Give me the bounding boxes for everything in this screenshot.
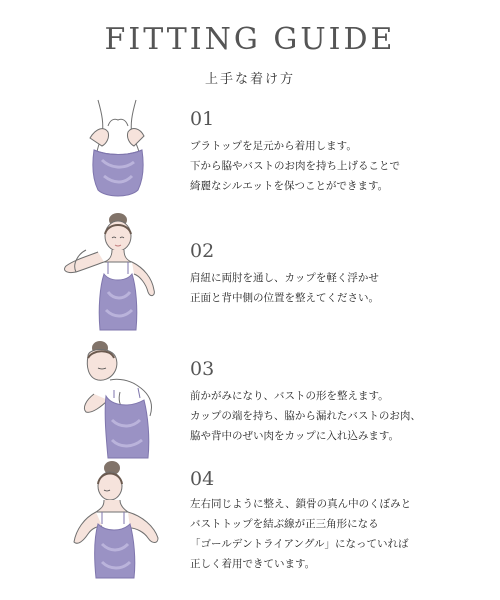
- step-3-line-2: カップの端を持ち、脇から漏れたバストのお肉、: [190, 410, 421, 422]
- step-3-illustration: [58, 340, 178, 460]
- step-3: [0, 340, 500, 460]
- page-subtitle: 上手な着け方: [204, 72, 295, 87]
- step-1-line-3: 綺麗なシルエットを保つことができます。: [190, 180, 389, 192]
- step-3-line-3: 脇や背中のぜい肉をカップに入れ込みます。: [190, 430, 400, 442]
- step-4-line-1: 左右同じように整え、鎖骨の真ん中のくぼみと: [190, 498, 412, 510]
- step-4-line-3: 「ゴールデントライアングル」になっていれば: [190, 538, 409, 550]
- page-title: FITTING GUIDE: [104, 22, 396, 57]
- step-2: [0, 212, 500, 332]
- step-2-line-2: 正面と背中側の位置を整えてください。: [190, 292, 379, 304]
- step-1: [0, 98, 500, 218]
- step-2-illustration: [58, 212, 178, 332]
- step-4-number: 04: [190, 468, 215, 490]
- step-3-number: 03: [190, 358, 215, 380]
- step-2-number: 02: [190, 240, 215, 262]
- step-1-line-2: 下から脇やバストのお肉を持ち上げることで: [190, 160, 400, 172]
- step-2-line-1: 肩紐に両肘を通し、カップを軽く浮かせ: [190, 272, 379, 284]
- step-3-line-1: 前かがみになり、バストの形を整えます。: [190, 390, 389, 402]
- step-4-line-2: バストトップを結ぶ線が正三角形になる: [190, 518, 379, 530]
- step-4-line-4: 正しく着用できています。: [190, 558, 316, 570]
- step-4: [0, 460, 500, 580]
- step-1-illustration: [58, 98, 178, 218]
- step-1-number: 01: [190, 108, 215, 130]
- step-4-illustration: [58, 460, 178, 580]
- step-1-line-1: ブラトップを足元から着用します。: [190, 140, 357, 152]
